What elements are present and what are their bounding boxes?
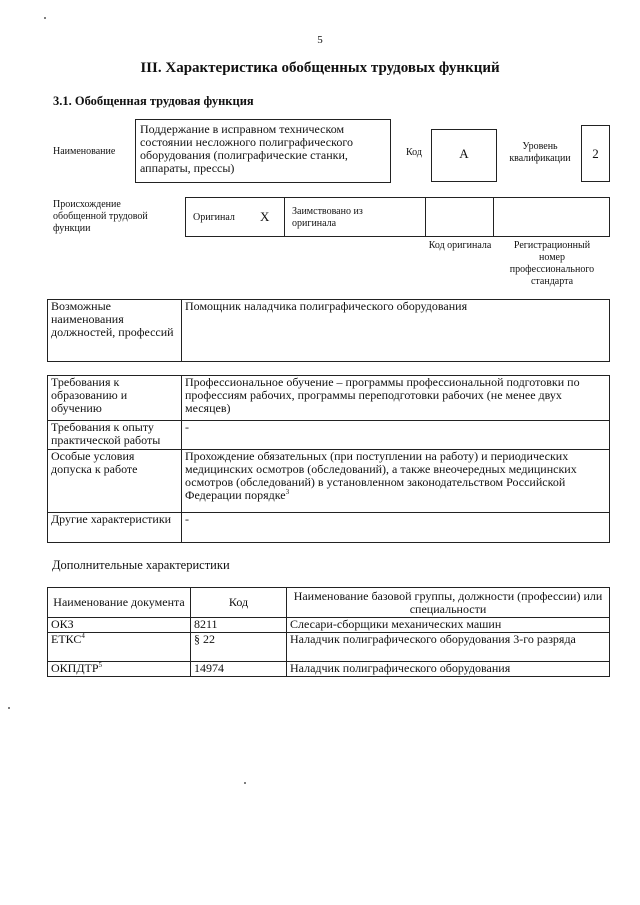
row-code: 8211: [191, 618, 287, 633]
gtf-name-value: Поддержание в исправном техническом состоянии несложного полиграфического оборудования (полиграфические станки, аппараты, прессы): [140, 122, 353, 175]
header-code: Код: [191, 588, 287, 618]
req-other-label: Другие характеристики: [48, 513, 182, 543]
row-doc: ЕТКС$^4$: [48, 633, 191, 662]
header-group-name: Наименование базовой группы, должности (профессии) или специальности: [287, 588, 610, 618]
gtf-name-box: [135, 119, 391, 183]
scan-speck: [44, 17, 46, 19]
req-admission-label: Особые условия допуска к работе: [48, 450, 182, 513]
origin-row: [185, 197, 610, 237]
gtf-level-box: [581, 125, 610, 182]
additional-table: [47, 587, 610, 677]
req-admission-cell: [182, 450, 610, 513]
original-label: Оригинал: [193, 212, 235, 223]
header-document: Наименование документа: [48, 588, 191, 618]
requirements-table: [47, 375, 610, 543]
reg-number-caption: Регистрационный номер профессионального стандарта: [509, 240, 595, 287]
origin-label: Происхождение обобщенной трудовой функции: [53, 199, 148, 234]
origin-divider-2: [425, 197, 426, 237]
gtf-code-value: А: [459, 146, 469, 161]
positions-table: [47, 299, 610, 362]
borrowed-label: Заимствовано из оригинала: [292, 206, 363, 229]
positions-value: Помощник наладчика полиграфического оборудования: [182, 300, 610, 362]
additional-title: Дополнительные характеристики: [52, 558, 230, 572]
row-doc: ОКЗ: [48, 618, 191, 633]
table-row: [48, 633, 610, 662]
row-name: Слесари-сборщики механических машин: [287, 618, 610, 633]
req-education-value: Профессиональное обучение – программы профессиональной подготовки по профессиям рабочих, программы переподготовки рабочих (не менее двух месяцев): [182, 376, 610, 421]
footnote-4: 4: [81, 632, 85, 640]
table-row: [48, 618, 610, 633]
scan-speck: [8, 707, 10, 709]
subsection-title: 3.1. Обобщенная трудовая функция: [53, 94, 254, 108]
code-original-caption: Код оригинала: [428, 240, 492, 251]
req-admission-value: Прохождение обязательных (при поступлении на работу) и периодических медицинских осмотров (обследований), а также внеочередных медицинских осмотров (обследований) в установленном законодательством Российской Федерации порядке: [185, 449, 577, 502]
row-code: 14974: [191, 662, 287, 677]
page-number: 5: [317, 34, 323, 46]
gtf-level-value: 2: [592, 146, 599, 161]
original-mark: Х: [260, 209, 270, 224]
gtf-code-box: [431, 129, 497, 182]
gtf-level-label: Уровень квалификации: [509, 141, 571, 164]
req-education-label: Требования к образованию и обучению: [48, 376, 182, 421]
req-experience-value: -: [182, 421, 610, 450]
row-doc: ОКПДТР$^5$: [48, 662, 191, 677]
section-title: III. Характеристика обобщенных трудовых функций: [140, 60, 500, 76]
footnote-5: 5: [98, 661, 103, 669]
row-name: Наладчик полиграфического оборудования: [287, 662, 610, 677]
origin-divider-1: [284, 197, 285, 237]
gtf-name-label: Наименование: [53, 146, 116, 157]
positions-label: Возможные наименования должностей, профессий: [48, 300, 182, 362]
row-name: Наладчик полиграфического оборудования 3-го разряда: [287, 633, 610, 662]
scan-speck: [244, 782, 246, 784]
req-other-value: -: [182, 513, 610, 543]
req-experience-label: Требования к опыту практической работы: [48, 421, 182, 450]
footnote-3: 3: [285, 488, 290, 496]
row-code: § 22: [191, 633, 287, 662]
gtf-code-label: Код: [406, 147, 422, 158]
origin-divider-3: [493, 197, 494, 237]
table-row: [48, 662, 610, 677]
